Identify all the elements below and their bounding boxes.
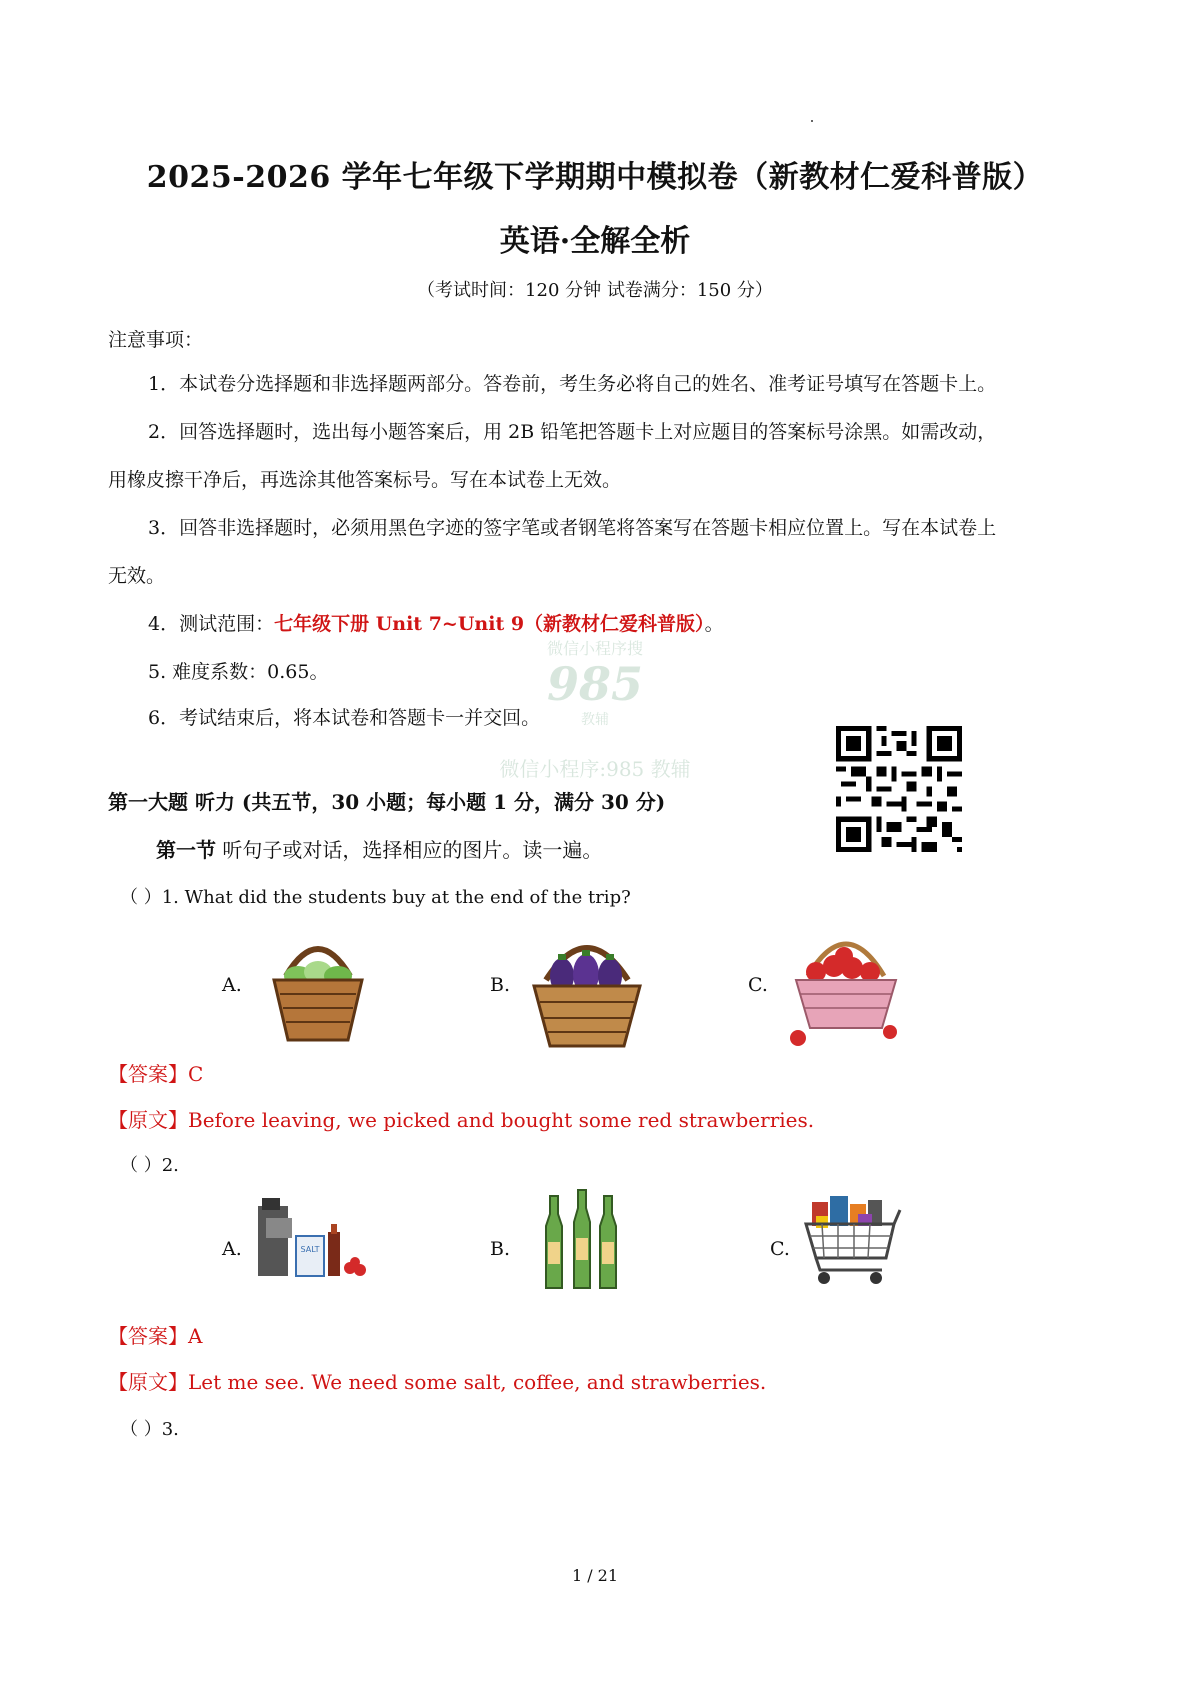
- page-title: 2025-2026 学年七年级下学期期中模拟卷（新教材仁爱科普版）: [146, 160, 1044, 195]
- source-text: Let me see. We need some salt, coffee, and strawberries.: [188, 1370, 767, 1394]
- answer-value: C: [188, 1062, 204, 1086]
- answer-label: 【答案】: [108, 1062, 188, 1086]
- notice-heading: 注意事项：: [108, 329, 204, 351]
- question-prefix: （ ）1.: [120, 887, 179, 908]
- source-label: 【原文】: [108, 1370, 188, 1394]
- q1-answer: [108, 1062, 203, 1086]
- part1-text: 听句子或对话，选择相应的图片。读一遍。: [216, 838, 603, 862]
- notice-item-1: 1．本试卷分选择题和非选择题两部分。答卷前，考生务必将自己的姓名、准考证号填写在答题卡上。: [148, 373, 997, 395]
- question-1: [120, 886, 631, 910]
- q2-option-c-label: C.: [770, 1238, 790, 1260]
- watermark-logo-985: 985: [546, 657, 644, 711]
- question-prefix: （ ）2.: [120, 1155, 179, 1176]
- q2-option-b-bottles-image[interactable]: [540, 1188, 626, 1292]
- page-number: 1 / 21: [571, 1566, 619, 1585]
- q1-option-b-eggplant-basket-image[interactable]: [528, 924, 646, 1050]
- q1-option-b-label: B.: [490, 974, 511, 996]
- q2-answer: [108, 1324, 202, 1348]
- q1-option-c-strawberry-basket-image[interactable]: [786, 920, 906, 1048]
- question-2: [120, 1154, 179, 1178]
- notice-item-4: [148, 612, 1088, 636]
- watermark-line-4: 微信小程序:985 教辅: [499, 757, 691, 781]
- notice-item-2: 2．回答选择题时，选出每小题答案后，用 2B 铅笔把答题卡上对应题目的答案标号涂黑。如需改动，: [148, 421, 997, 443]
- q1-option-a-label: A.: [222, 974, 242, 996]
- q2-source: [108, 1370, 766, 1394]
- q2-option-b-label: B.: [490, 1238, 511, 1260]
- test-scope: 七年级下册 Unit 7~Unit 9（新教材仁爱科普版）: [274, 613, 705, 635]
- question-3: [120, 1418, 179, 1442]
- notice-item-6: 6．考试结束后，将本试卷和答题卡一并交回。: [148, 707, 541, 729]
- question-prefix: （ ）3.: [120, 1419, 179, 1440]
- source-label: 【原文】: [108, 1108, 188, 1132]
- q1-option-c-label: C.: [748, 974, 768, 996]
- answer-label: 【答案】: [108, 1324, 188, 1348]
- notice-item-2-cont: 用橡皮擦干净后，再选涂其他答案标号。写在本试卷上无效。: [108, 469, 622, 491]
- watermark: [470, 636, 720, 786]
- answer-value: A: [188, 1324, 203, 1348]
- q1-source: [108, 1108, 814, 1132]
- notice-item-4-prefix: 4．测试范围：: [148, 613, 275, 635]
- question-text: What did the students buy at the end of the trip?: [184, 887, 631, 908]
- q2-option-c-shopping-cart-image[interactable]: [802, 1192, 902, 1290]
- notice-item-3: 3．回答非选择题时，必须用黑色字迹的签字笔或者钢笔将答案写在答题卡相应位置上。写在本试卷上: [148, 517, 997, 539]
- q2-option-a-label: A.: [222, 1238, 242, 1260]
- notice-item-4-suffix: 。: [704, 613, 724, 635]
- section-heading: 第一大题 听力 (共五节，30 小题；每小题 1 分，满分 30 分): [108, 790, 666, 814]
- notice-item-5: 5. 难度系数：0.65。: [148, 661, 329, 683]
- exam-info: （考试时间：120 分钟 试卷满分：150 分）: [417, 280, 773, 301]
- source-text: Before leaving, we picked and bought some red strawberries.: [188, 1108, 815, 1132]
- part1-instruction: [156, 838, 602, 862]
- watermark-line-1: 微信小程序搜: [546, 639, 643, 658]
- q1-option-a-vegetable-basket-image[interactable]: [268, 928, 368, 1046]
- notice-item-3-cont: 无效。: [108, 565, 166, 587]
- stray-dot: [811, 120, 813, 122]
- part1-label: 第一节: [156, 838, 216, 862]
- qr-code-image[interactable]: [836, 726, 962, 852]
- page-subtitle: 英语·全解全析: [499, 224, 691, 259]
- q2-option-a-groceries-image[interactable]: [256, 1196, 372, 1280]
- watermark-line-3: 教辅: [581, 712, 609, 728]
- salt-carton-label: SALT: [300, 1245, 320, 1254]
